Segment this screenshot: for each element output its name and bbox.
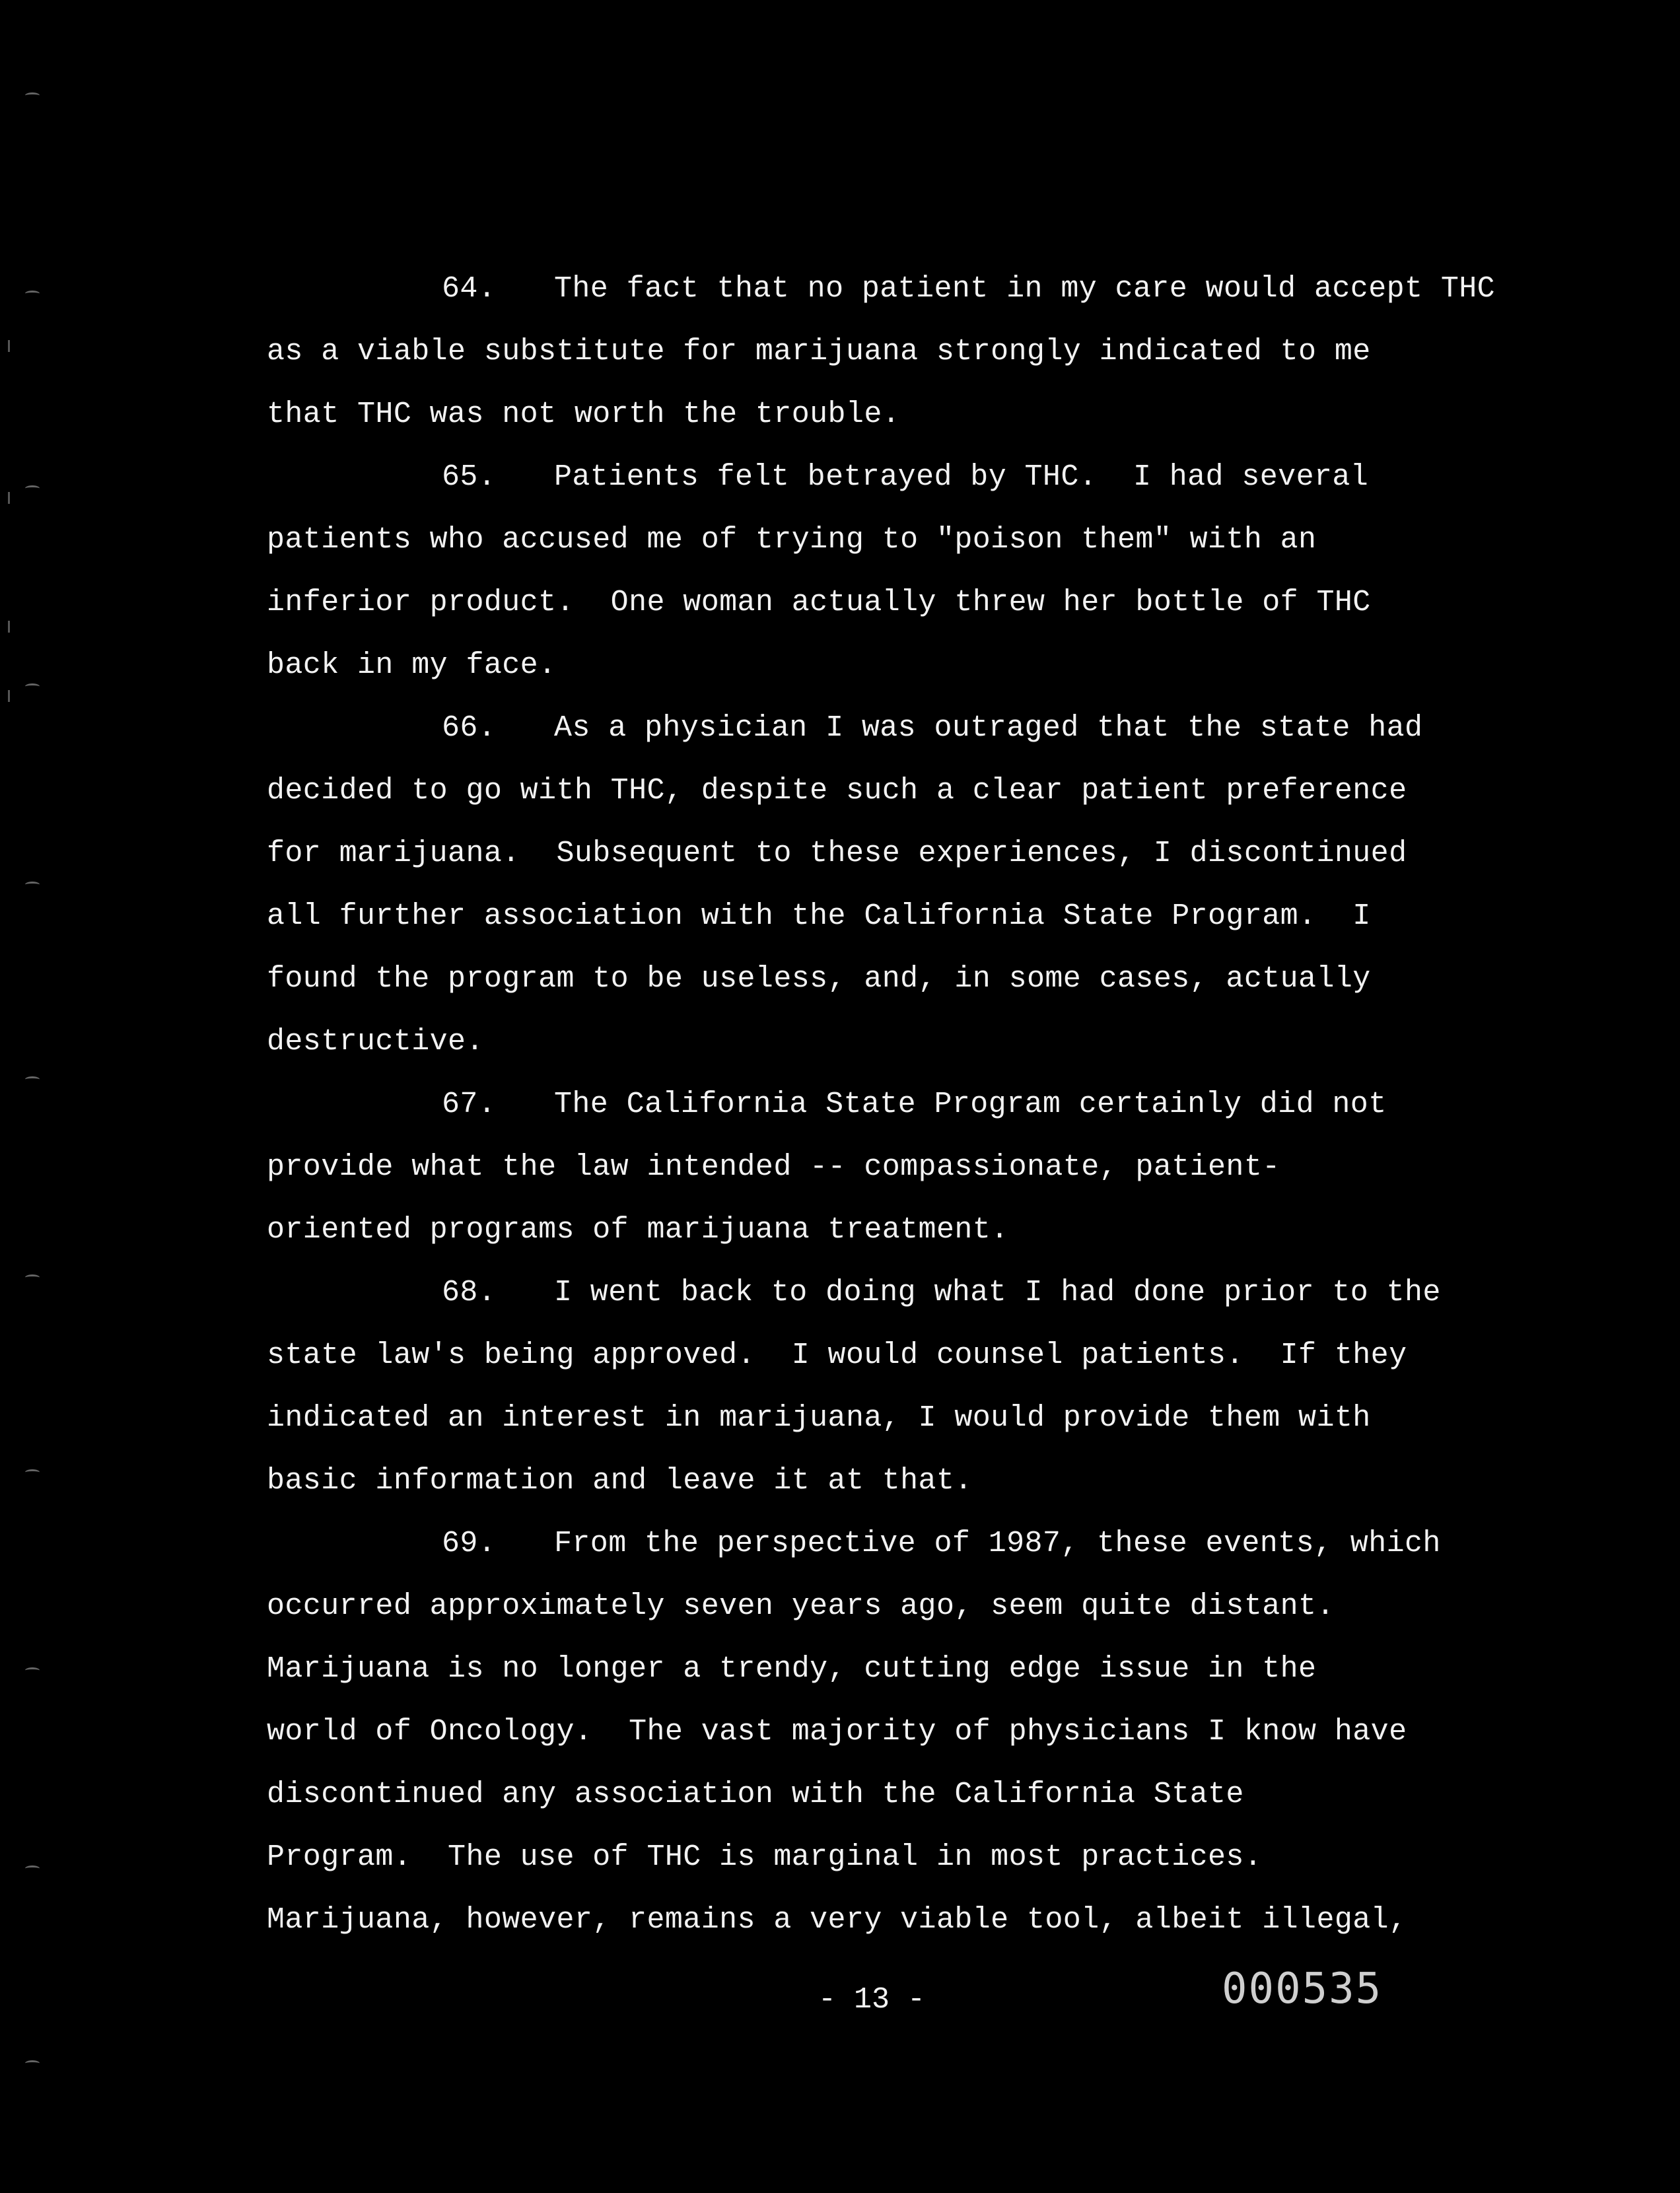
scan-margin-mark xyxy=(25,1274,40,1280)
scan-margin-mark xyxy=(25,291,40,296)
paragraph-64-line-2: as a viable substitute for marijuana strongly indicated to me xyxy=(267,335,1371,368)
paragraph-66-line-5: found the program to be useless, and, in some cases, actually xyxy=(267,962,1371,996)
paragraph-68-line-1 xyxy=(267,1261,1614,1324)
paragraph-65-line-2: patients who accused me of trying to "poison them" with an xyxy=(267,523,1317,557)
bates-number: 000535 xyxy=(1222,1965,1383,2013)
scan-margin-mark xyxy=(25,2060,40,2066)
paragraph-69-line-3: Marijuana is no longer a trendy, cutting edge issue in the xyxy=(267,1652,1317,1686)
paragraph-69-line-4: world of Oncology. The vast majority of physicians I know have xyxy=(267,1715,1407,1749)
scan-margin-mark xyxy=(25,882,40,888)
paragraph-number: 66. xyxy=(442,711,497,745)
paragraph-66-line-3: for marijuana. Subsequent to these experiences, I discontinued xyxy=(267,837,1407,870)
paragraph-69-line-6: Program. The use of THC is marginal in most practices. xyxy=(267,1840,1263,1874)
scan-margin-tick xyxy=(8,621,10,633)
scan-margin-mark xyxy=(25,1076,40,1082)
scan-margin-mark xyxy=(25,485,40,491)
paragraph-number: 64. xyxy=(442,272,497,306)
scan-margin-mark xyxy=(25,1865,40,1871)
paragraph-text: From the perspective of 1987, these events, which xyxy=(554,1527,1441,1560)
paragraph-69-line-1 xyxy=(267,1512,1614,1575)
paragraph-67-line-1 xyxy=(267,1073,1614,1136)
page-number: - 13 - xyxy=(818,1983,926,2017)
paragraph-69-line-5: discontinued any association with the California State xyxy=(267,1778,1244,1811)
scan-margin-mark xyxy=(25,92,40,98)
paragraph-text: The fact that no patient in my care would accept THC xyxy=(554,272,1496,306)
paragraph-68-line-4: basic information and leave it at that. xyxy=(267,1464,973,1498)
scan-margin-mark xyxy=(25,683,40,689)
paragraph-66-line-6: destructive. xyxy=(267,1025,484,1059)
scan-margin-mark xyxy=(25,1469,40,1475)
paragraph-text: I went back to doing what I had done prior to the xyxy=(554,1276,1441,1309)
paragraph-65-line-1 xyxy=(267,446,1614,508)
paragraph-65-line-4: back in my face. xyxy=(267,648,557,682)
paragraph-64-line-3: that THC was not worth the trouble. xyxy=(267,398,901,431)
paragraph-number: 68. xyxy=(442,1276,497,1309)
paragraph-65-line-3: inferior product. One woman actually threw her bottle of THC xyxy=(267,586,1371,619)
body-text xyxy=(267,258,1614,1951)
paragraph-66-line-2: decided to go with THC, despite such a clear patient preference xyxy=(267,774,1407,808)
scan-margin-mark xyxy=(25,1667,40,1673)
paragraph-text: Patients felt betrayed by THC. I had several xyxy=(554,460,1369,494)
paragraph-68-line-2: state law's being approved. I would counsel patients. If they xyxy=(267,1339,1407,1372)
paragraph-64-line-1 xyxy=(267,258,1614,320)
paragraph-text: As a physician I was outraged that the state had xyxy=(554,711,1423,745)
paragraph-66-line-1 xyxy=(267,697,1614,759)
paragraph-69-line-7: Marijuana, however, remains a very viable tool, albeit illegal, xyxy=(267,1903,1407,1937)
scan-margin-tick xyxy=(8,492,10,504)
paragraph-number: 65. xyxy=(442,460,497,494)
paragraph-67-line-3: oriented programs of marijuana treatment. xyxy=(267,1213,1009,1247)
paragraph-68-line-3: indicated an interest in marijuana, I would provide them with xyxy=(267,1401,1371,1435)
scan-margin-tick xyxy=(8,340,10,352)
paragraph-text: The California State Program certainly did not xyxy=(554,1088,1387,1121)
paragraph-number: 67. xyxy=(442,1088,497,1121)
scan-margin-tick xyxy=(8,690,10,702)
paragraph-66-line-4: all further association with the California State Program. I xyxy=(267,899,1371,933)
paragraph-67-line-2: provide what the law intended -- compassionate, patient- xyxy=(267,1150,1280,1184)
paragraph-number: 69. xyxy=(442,1527,497,1560)
paragraph-69-line-2: occurred approximately seven years ago, seem quite distant. xyxy=(267,1589,1335,1623)
